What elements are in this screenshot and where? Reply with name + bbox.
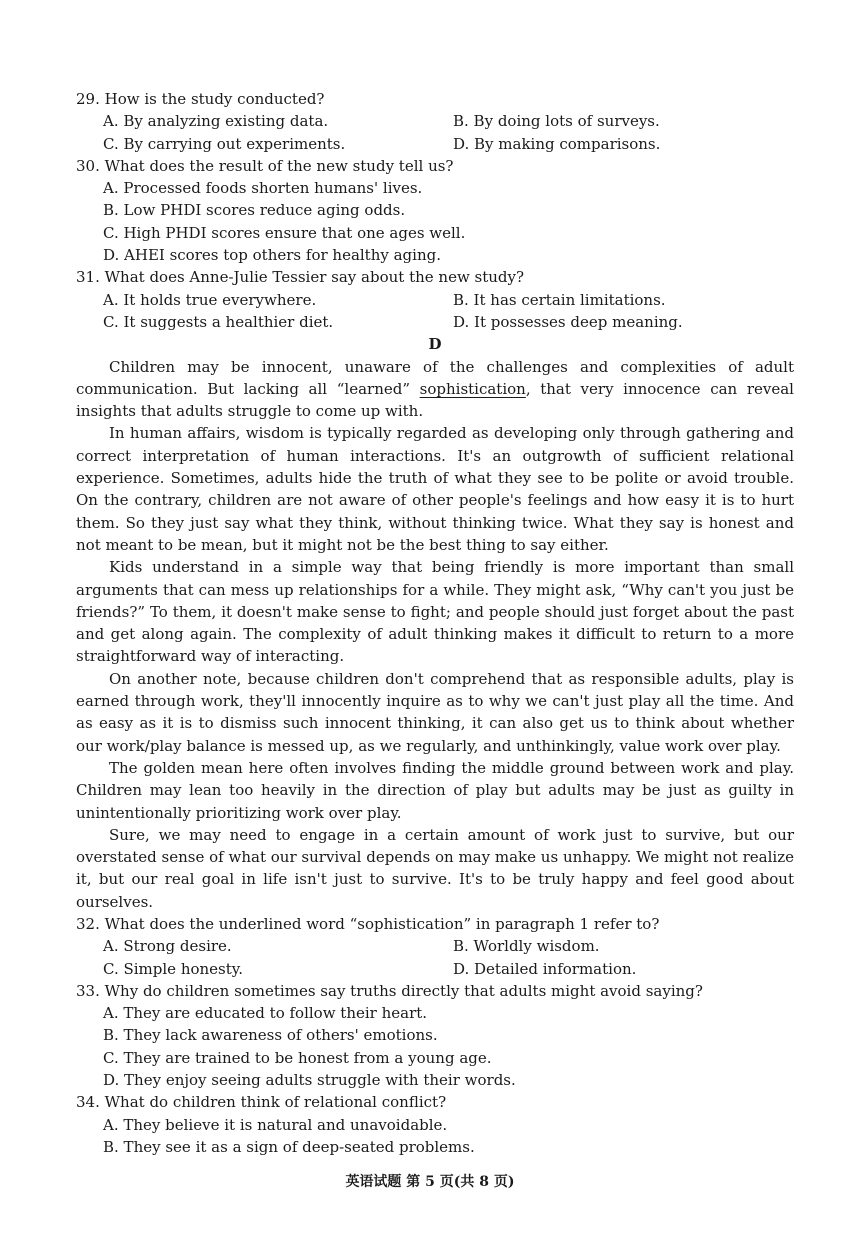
question-32-options-row-2 <box>76 958 794 980</box>
question-30-option-b: B. Low PHDI scores reduce aging odds. <box>103 201 406 220</box>
question-30-option-d: D. AHEI scores top others for healthy aging. <box>103 246 441 265</box>
question-29-option-d: D. By making comparisons. <box>453 134 661 153</box>
question-32-option-b: B. Worldly wisdom. <box>453 937 600 956</box>
question-31-option-c: C. It suggests a healthier diet. <box>103 312 334 331</box>
passage-paragraph-3: Kids understand in a simple way that being friendly is more important than small arguments that can mess up relationships for a while. They might ask, “Why can't you just be friends?” To them, it doesn't make sense to fight; and people should just forget about the past and get along again. The complexity of adult thinking makes it difficult to return to a more straightforward way of interacting. <box>76 558 794 666</box>
question-30-option-c: C. High PHDI scores ensure that one ages well. <box>103 223 466 242</box>
p1-text-before: Children may be innocent, unaware of the challenges and complexities of adult communication. But lacking all “learned” <box>76 357 794 398</box>
passage-paragraph-4: On another note, because children don't comprehend that as responsible adults, play is earned through work, they'll innocently inquire as to why we can't just play all the time. And as easy as it is to dismiss such innocent thinking, it can also get us to think about whether our work/play balance is messed up, as we regularly, and unthinkingly, value work over play. <box>76 669 794 755</box>
question-33-option-c: C. They are trained to be honest from a young age. <box>103 1048 492 1067</box>
passage-paragraph-5: The golden mean here often involves finding the middle ground between work and play. Children may lean too heavily in the direction of play but adults may be just as guilty in unintentionally prioritizing work over play. <box>76 758 794 822</box>
question-31-option-a: A. It holds true everywhere. <box>103 290 317 309</box>
question-31-options-row-2 <box>76 311 794 333</box>
underlined-word-sophistication: sophistication <box>419 379 526 398</box>
question-34-stem: 34. What do children think of relational conflict? <box>76 1093 447 1112</box>
passage-paragraph-2: In human affairs, wisdom is typically regarded as developing only through gathering and correct interpretation of human interactions. It's an outgrowth of sufficient relational experience. Sometimes, adults hide the truth of what they see to be polite or avoid trouble. On the contrary, children are not aware of other people's feelings and how easy it is to hurt them. So they just say what they think, without thinking twice. What they say is honest and not meant to be mean, but it might not be the best thing to say either. <box>76 424 794 554</box>
page-content <box>76 88 794 1158</box>
question-33-option-a: A. They are educated to follow their heart. <box>103 1004 428 1023</box>
question-29-option-b: B. By doing lots of surveys. <box>453 112 660 131</box>
question-32-option-d: D. Detailed information. <box>453 959 637 978</box>
question-31-option-d: D. It possesses deep meaning. <box>453 312 683 331</box>
section-d-heading: D <box>428 335 442 354</box>
question-33-stem: 33. Why do children sometimes say truths directly that adults might avoid saying? <box>76 981 703 1000</box>
passage-paragraph-6: Sure, we may need to engage in a certain amount of work just to survive, but our overstated sense of what our survival depends on may make us unhappy. We might not realize it, but our real goal in life isn't just to survive. It's to be truly happy and feel good about ourselves. <box>76 825 794 911</box>
page-footer: 英语试题 第 5 页(共 8 页) <box>345 1174 515 1190</box>
question-30-stem: 30. What does the result of the new study tell us? <box>76 156 454 175</box>
question-32-options-row-1 <box>76 935 794 957</box>
question-29-option-c: C. By carrying out experiments. <box>103 134 346 153</box>
question-29-options-row-2 <box>76 133 794 155</box>
question-32-option-a: A. Strong desire. <box>103 937 232 956</box>
question-31-stem: 31. What does Anne-Julie Tessier say about the new study? <box>76 268 525 287</box>
question-30-option-a: A. Processed foods shorten humans' lives. <box>103 179 423 198</box>
p1-text-after: , that very innocence can reveal insights that adults struggle to come up with. <box>76 379 794 421</box>
question-32-stem: 32. What does the underlined word “sophistication” in paragraph 1 refer to? <box>76 914 660 933</box>
question-29-stem: 29. How is the study conducted? <box>76 90 325 108</box>
question-34-option-b: B. They see it as a sign of deep-seated problems. <box>103 1137 475 1156</box>
question-33-option-d: D. They enjoy seeing adults struggle with their words. <box>103 1071 516 1090</box>
question-32-option-c: C. Simple honesty. <box>103 959 244 978</box>
question-29-option-a: A. By analyzing existing data. <box>103 112 329 131</box>
question-31-option-b: B. It has certain limitations. <box>453 290 666 309</box>
passage-paragraph-1 <box>76 356 794 423</box>
question-29-options-row-1 <box>76 110 794 132</box>
question-33-option-b: B. They lack awareness of others' emotions. <box>103 1026 438 1045</box>
question-31-options-row-1 <box>76 289 794 311</box>
question-34-option-a: A. They believe it is natural and unavoidable. <box>103 1115 448 1134</box>
